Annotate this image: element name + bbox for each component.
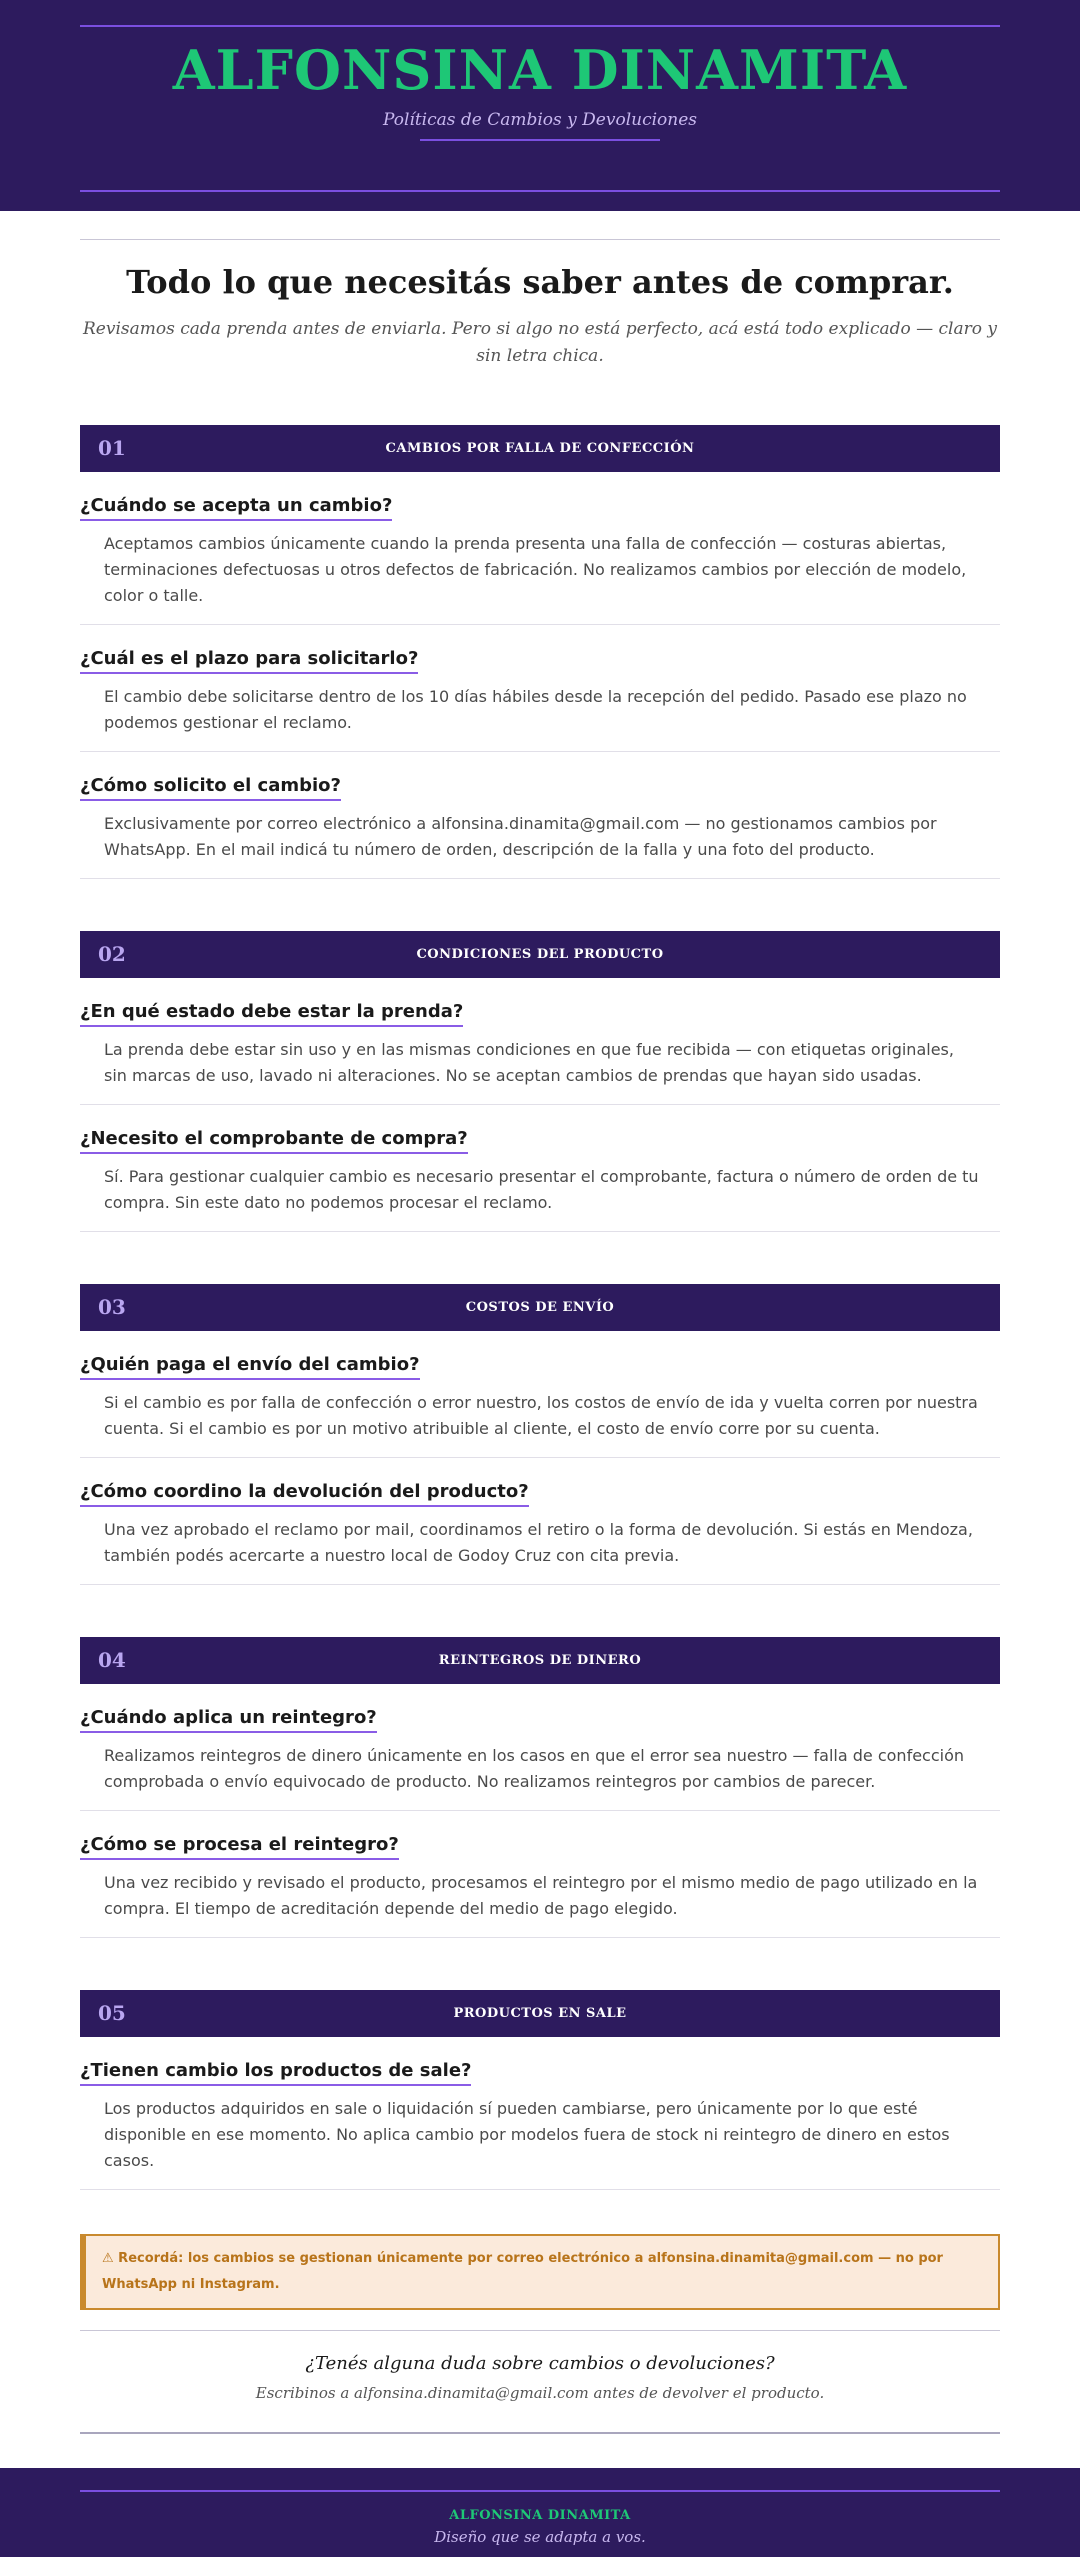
section-header [80, 1990, 1000, 2037]
brand-title: ALFONSINA DINAMITA [172, 38, 908, 102]
footer-divider [80, 2490, 1000, 2492]
faq-question: ¿Cuándo se acepta un cambio? [80, 494, 392, 521]
section-number: 04 [98, 1648, 126, 1672]
faq-answer: Una vez recibido y revisado el producto, procesamos el reintegro por el mismo medio de pago utilizado en la compra. El tiempo de acreditación depende del medio de pago elegido. [104, 1873, 978, 1918]
section-header [80, 425, 1000, 472]
footer-brand: ALFONSINA DINAMITA [449, 2508, 631, 2523]
faq-answer: Los productos adquiridos en sale o liquidación sí pueden cambiarse, pero únicamente por lo que esté disponible en ese momento. No aplica cambio por modelos fuera de stock ni reintegro de dinero en estos casos. [104, 2099, 950, 2170]
faq-item [80, 1811, 1000, 1938]
intro-divider [80, 239, 1000, 240]
policy-section-02 [80, 931, 1000, 1232]
faq-question: ¿Cómo coordino la devolución del producto? [80, 1480, 529, 1507]
section-title: CAMBIOS POR FALLA DE CONFECCIÓN [385, 441, 695, 456]
faq-question: ¿Quién paga el envío del cambio? [80, 1353, 420, 1380]
faq-item [80, 1458, 1000, 1585]
faq-question: ¿Tienen cambio los productos de sale? [80, 2059, 471, 2086]
policy-section-04 [80, 1637, 1000, 1938]
section-number: 03 [98, 1295, 126, 1319]
contact-question: ¿Tenés alguna duda sobre cambios o devoluciones? [305, 2353, 775, 2374]
faq-item [80, 1331, 1000, 1458]
section-number: 05 [98, 2001, 126, 2025]
header-top-divider [80, 25, 1000, 27]
section-title: PRODUCTOS EN SALE [453, 2006, 627, 2021]
intro [80, 239, 1000, 370]
policy-section-05 [80, 1990, 1000, 2190]
header-bottom-divider [80, 190, 1000, 192]
policy-sections [80, 425, 1000, 2190]
faq-item [80, 625, 1000, 752]
faq-answer: Si el cambio es por falla de confección o error nuestro, los costos de envío de ida y vuelta corren por nuestra cuenta. Si el cambio es por un motivo atribuible al cliente, el costo de envío corre por su cuenta. [104, 1393, 978, 1438]
section-number: 01 [98, 436, 126, 460]
section-header [80, 1284, 1000, 1331]
faq-item [80, 1105, 1000, 1232]
faq-item [80, 1684, 1000, 1811]
faq-item [80, 752, 1000, 879]
page-footer [0, 2468, 1080, 2557]
faq-answer: Sí. Para gestionar cualquier cambio es necesario presentar el comprobante, factura o número de orden de tu compra. Sin este dato no podemos procesar el reclamo. [104, 1167, 979, 1212]
section-title: CONDICIONES DEL PRODUCTO [416, 947, 664, 962]
faq-question: ¿Cuándo aplica un reintegro? [80, 1706, 377, 1733]
page-header [0, 0, 1080, 211]
footer-tagline: Diseño que se adapta a vos. [434, 2528, 646, 2546]
faq-answer: Aceptamos cambios únicamente cuando la prenda presenta una falla de confección — costuras abiertas, terminaciones defectuosas u otros defectos de fabricación. No realizamos cambios por elección de modelo, color o talle. [104, 534, 967, 605]
faq-answer: Una vez aprobado el reclamo por mail, coordinamos el retiro o la forma de devolución. Si estás en Mendoza, también podés acercarte a nuestro local de Godoy Cruz con cita previa. [104, 1520, 973, 1565]
section-header [80, 931, 1000, 978]
policy-section-03 [80, 1284, 1000, 1585]
faq-question: ¿Cómo se procesa el reintegro? [80, 1833, 399, 1860]
warning-notice: ⚠ Recordá: los cambios se gestionan únicamente por correo electrónico a alfonsina.dinamita@gmail.com — no por WhatsApp ni Instagram. [80, 2234, 1000, 2310]
faq-question: ¿En qué estado debe estar la prenda? [80, 1000, 463, 1027]
faq-answer: Realizamos reintegros de dinero únicamente en los casos en que el error sea nuestro — falla de confección comprobada o envío equivocado de producto. No realizamos reintegros por cambios de parecer. [104, 1746, 965, 1791]
faq-answer: El cambio debe solicitarse dentro de los 10 días hábiles desde la recepción del pedido. Pasado ese plazo no podemos gestionar el reclamo. [104, 687, 967, 732]
contact-block [80, 2330, 1000, 2434]
section-title: COSTOS DE ENVÍO [465, 1300, 615, 1315]
section-number: 02 [98, 942, 126, 966]
main-content [80, 239, 1000, 2434]
contact-top-divider [80, 2330, 1000, 2331]
section-header [80, 1637, 1000, 1684]
section-title: REINTEGROS DE DINERO [438, 1653, 642, 1668]
faq-answer: La prenda debe estar sin uso y en las mismas condiciones en que fue recibida — con etiquetas originales, sin marcas de uso, lavado ni alteraciones. No se aceptan cambios de prendas que hayan sido usadas. [104, 1040, 954, 1085]
faq-answer: Exclusivamente por correo electrónico a alfonsina.dinamita@gmail.com — no gestionamos cambios por WhatsApp. En el mail indicá tu número de orden, descripción de la falla y una foto del producto. [104, 814, 937, 859]
intro-text: Revisamos cada prenda antes de enviarla. Pero si algo no está perfecto, acá está todo explicado — claro y sin letra chica. [82, 319, 997, 366]
subtitle-underline [420, 139, 660, 141]
faq-question: ¿Cómo solicito el cambio? [80, 774, 341, 801]
faq-item [80, 2037, 1000, 2190]
intro-title: Todo lo que necesitás saber antes de comprar. [126, 263, 954, 301]
contact-email-line: Escribinos a alfonsina.dinamita@gmail.com antes de devolver el producto. [255, 2384, 825, 2402]
faq-question: ¿Necesito el comprobante de compra? [80, 1127, 468, 1154]
faq-question: ¿Cuál es el plazo para solicitarlo? [80, 647, 418, 674]
faq-item [80, 472, 1000, 625]
faq-item [80, 978, 1000, 1105]
policy-section-01 [80, 425, 1000, 879]
contact-bottom-divider [80, 2432, 1000, 2434]
page-subtitle: Políticas de Cambios y Devoluciones [382, 110, 698, 130]
